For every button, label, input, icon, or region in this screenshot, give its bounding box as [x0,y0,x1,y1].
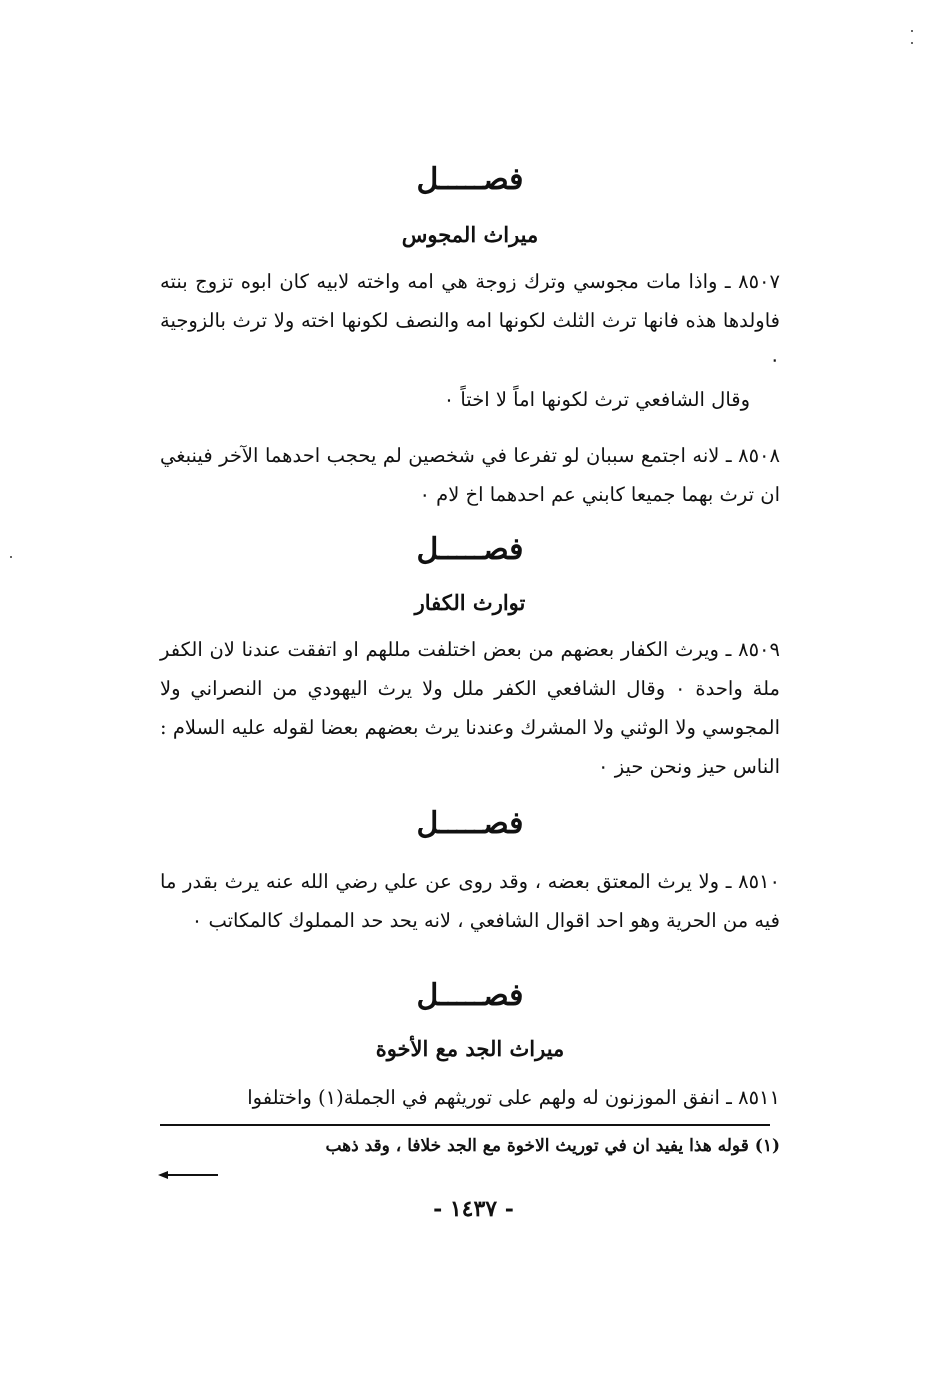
page-number: - ١٤٣٧ - [433,1196,514,1222]
section-subheading: ميراث الجد مع الأخوة [375,1036,565,1061]
paragraph-8511: ٨٥١١ ـ انفق الموزنون له ولهم على توريثهم في الجملة(١) واختلفوا [247,1086,780,1109]
footnote: (١) قوله هذا يفيد ان في توريث الاخوة مع الجد خلافا ، وقد ذهب [325,1136,780,1156]
section-heading: فصـــــل [416,532,524,567]
section-subheading: توارث الكفار [414,590,526,615]
section-subheading: ميراث المجوس [401,222,539,247]
paragraph-8507: ٨٥٠٧ ـ واذا مات مجوسي وترك زوجة هي امه واخته لابيه كان ابوه تزوج بنته فاولدها هذه فانها ترث الثلث لكونها امه والنصف لكونها اخته ولا ترث بالزوجية ٠ [160,270,780,371]
paragraph-8509: ٨٥٠٩ ـ ويرث الكفار بعضهم من بعض اختلفت مللهم او اتفقت عندنا لان الكفر ملة واحدة ٠ وقال الشافعي الكفر ملل ولا يرث اليهودي من النصراني ولا المجوسي ولا الوثني ولا المشرك وعندنا يرث بعضهم بعضا لقوله عليه السلام : الناس حيز ونحن حيز ٠ [160,638,780,778]
paragraph-8510: ٨٥١٠ ـ ولا يرث المعتق بعضه ، وقد روى عن علي رضي الله عنه يرث بقدر ما فيه من الحرية وهو احد اقوال الشافعي ، لانه يحد حد المملوك كالمكاتب ٠ [160,870,780,932]
section-heading: فصـــــل [416,806,524,841]
footnote-separator [160,1124,770,1126]
paragraph-shafii-note: وقال الشافعي ترث لكونها اماً لا اختاً ٠ [443,388,750,411]
section-heading: فصـــــل [416,978,524,1013]
section-heading: فصـــــل [416,162,524,197]
paragraph-8508: ٨٥٠٨ ـ لانه اجتمع سببان لو تفرعا في شخصين لم يحجب احدهما الآخر فينبغي ان ترث بهما جميعا كابني عم احدهما اخ لام ٠ [160,444,780,506]
scan-speck [911,42,913,44]
scan-speck [10,556,12,558]
scan-speck [911,30,913,32]
continuation-arrow-icon [158,1170,218,1180]
